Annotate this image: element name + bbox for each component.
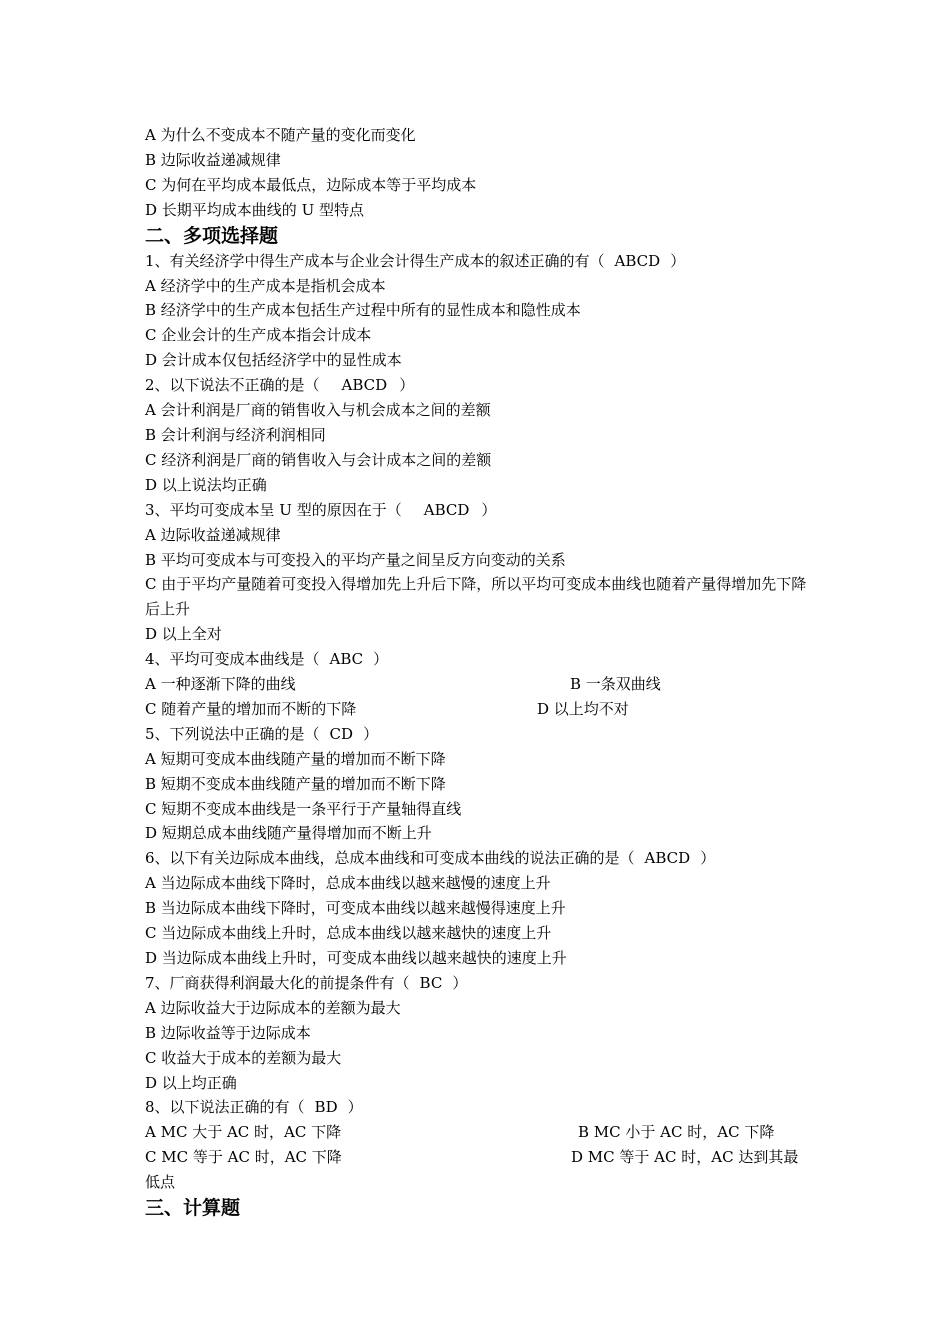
option: B MC 小于 AC 时，AC 下降 <box>578 1123 775 1142</box>
option-continuation: 低点 <box>145 1173 176 1192</box>
option: D 以上全对 <box>145 625 222 644</box>
section-heading-calculation: 三、计算题 <box>145 1197 241 1219</box>
option: D 以上均正确 <box>145 1073 237 1092</box>
option: A 一种逐渐下降的曲线 <box>145 675 296 694</box>
option: C 企业会计的生产成本指会计成本 <box>145 326 372 345</box>
question-stem: 3、平均可变成本呈 U 型的原因在于（ ABCD ） <box>145 500 497 519</box>
document-content <box>145 123 815 1221</box>
option: C 当边际成本曲线上升时，总成本曲线以越来越快的速度上升 <box>145 924 552 943</box>
option: A 边际收益递减规律 <box>145 525 281 544</box>
question-stem: 4、平均可变成本曲线是（ ABC ） <box>145 650 389 669</box>
option: B 边际收益等于边际成本 <box>145 1023 311 1042</box>
option: A 当边际成本曲线下降时，总成本曲线以越来越慢的速度上升 <box>145 874 551 893</box>
option: B 经济学中的生产成本包括生产过程中所有的显性成本和隐性成本 <box>145 301 581 320</box>
option: C 由于平均产量随着可变投入得增加先上升后下降，所以平均可变成本曲线也随着产量得增加先下降后上升 <box>145 575 807 619</box>
option: D MC 等于 AC 时，AC 达到其最 <box>571 1148 799 1167</box>
question-stem: 2、以下说法不正确的是（ ABCD ） <box>145 376 415 395</box>
option: A 会计利润是厂商的销售收入与机会成本之间的差额 <box>145 401 491 420</box>
answer-text: ABCD <box>341 376 388 395</box>
pre-item: C 为何在平均成本最低点，边际成本等于平均成本 <box>145 175 477 194</box>
option: D 会计成本仅包括经济学中的显性成本 <box>145 351 402 370</box>
question-stem: 1、有关经济学中得生产成本与企业会计得生产成本的叙述正确的有（ ABCD ） <box>145 251 686 270</box>
option: C 短期不变成本曲线是一条平行于产量轴得直线 <box>145 799 462 818</box>
answer-text: BD <box>314 1098 338 1117</box>
option: C 经济利润是厂商的销售收入与会计成本之间的差额 <box>145 450 492 469</box>
option: B 短期不变成本曲线随产量的增加而不断下降 <box>145 774 446 793</box>
answer-text: ABCD <box>644 849 691 868</box>
option: C MC 等于 AC 时，AC 下降 <box>145 1148 342 1167</box>
question-stem: 5、下列说法中正确的是（ CD ） <box>145 724 379 743</box>
option: D 以上说法均正确 <box>145 475 267 494</box>
option: C 收益大于成本的差额为最大 <box>145 1048 342 1067</box>
option: D 以上均不对 <box>537 699 629 718</box>
option: A 短期可变成本曲线随产量的增加而不断下降 <box>145 749 446 768</box>
answer-text: ABCD <box>614 251 661 270</box>
question-stem: 6、以下有关边际成本曲线，总成本曲线和可变成本曲线的说法正确的是（ ABCD ） <box>145 849 716 868</box>
option: B 当边际成本曲线下降时，可变成本曲线以越来越慢得速度上升 <box>145 899 566 918</box>
answer-text: ABCD <box>423 500 470 519</box>
option: D 当边际成本曲线上升时，可变成本曲线以越来越快的速度上升 <box>145 948 567 967</box>
answer-text: CD <box>329 724 354 743</box>
option: A 经济学中的生产成本是指机会成本 <box>145 276 386 295</box>
option-row <box>145 672 815 697</box>
option: B 一条双曲线 <box>570 675 661 694</box>
option-row <box>145 1145 815 1170</box>
option: B 会计利润与经济利润相同 <box>145 425 326 444</box>
pre-item: A 为什么不变成本不随产量的变化而变化 <box>145 126 416 144</box>
answer-text: BC <box>419 973 443 992</box>
answer-text: ABC <box>329 650 364 669</box>
option: D 短期总成本曲线随产量得增加而不断上升 <box>145 824 432 843</box>
option: C 随着产量的增加而不断的下降 <box>145 699 357 718</box>
pre-item: D 长期平均成本曲线的 U 型特点 <box>145 200 364 219</box>
section-heading-multiple-choice: 二、多项选择题 <box>145 224 279 247</box>
question-stem: 8、以下说法正确的有（ BD ） <box>145 1098 363 1117</box>
option: B 平均可变成本与可变投入的平均产量之间呈反方向变动的关系 <box>145 550 566 569</box>
question-stem: 7、厂商获得利润最大化的前提条件有（ BC ） <box>145 973 468 992</box>
option-row <box>145 697 815 722</box>
option: A 边际收益大于边际成本的差额为最大 <box>145 998 401 1017</box>
option-row <box>145 1120 815 1145</box>
pre-item: B 边际收益递减规律 <box>145 150 281 169</box>
option: A MC 大于 AC 时，AC 下降 <box>145 1123 342 1142</box>
